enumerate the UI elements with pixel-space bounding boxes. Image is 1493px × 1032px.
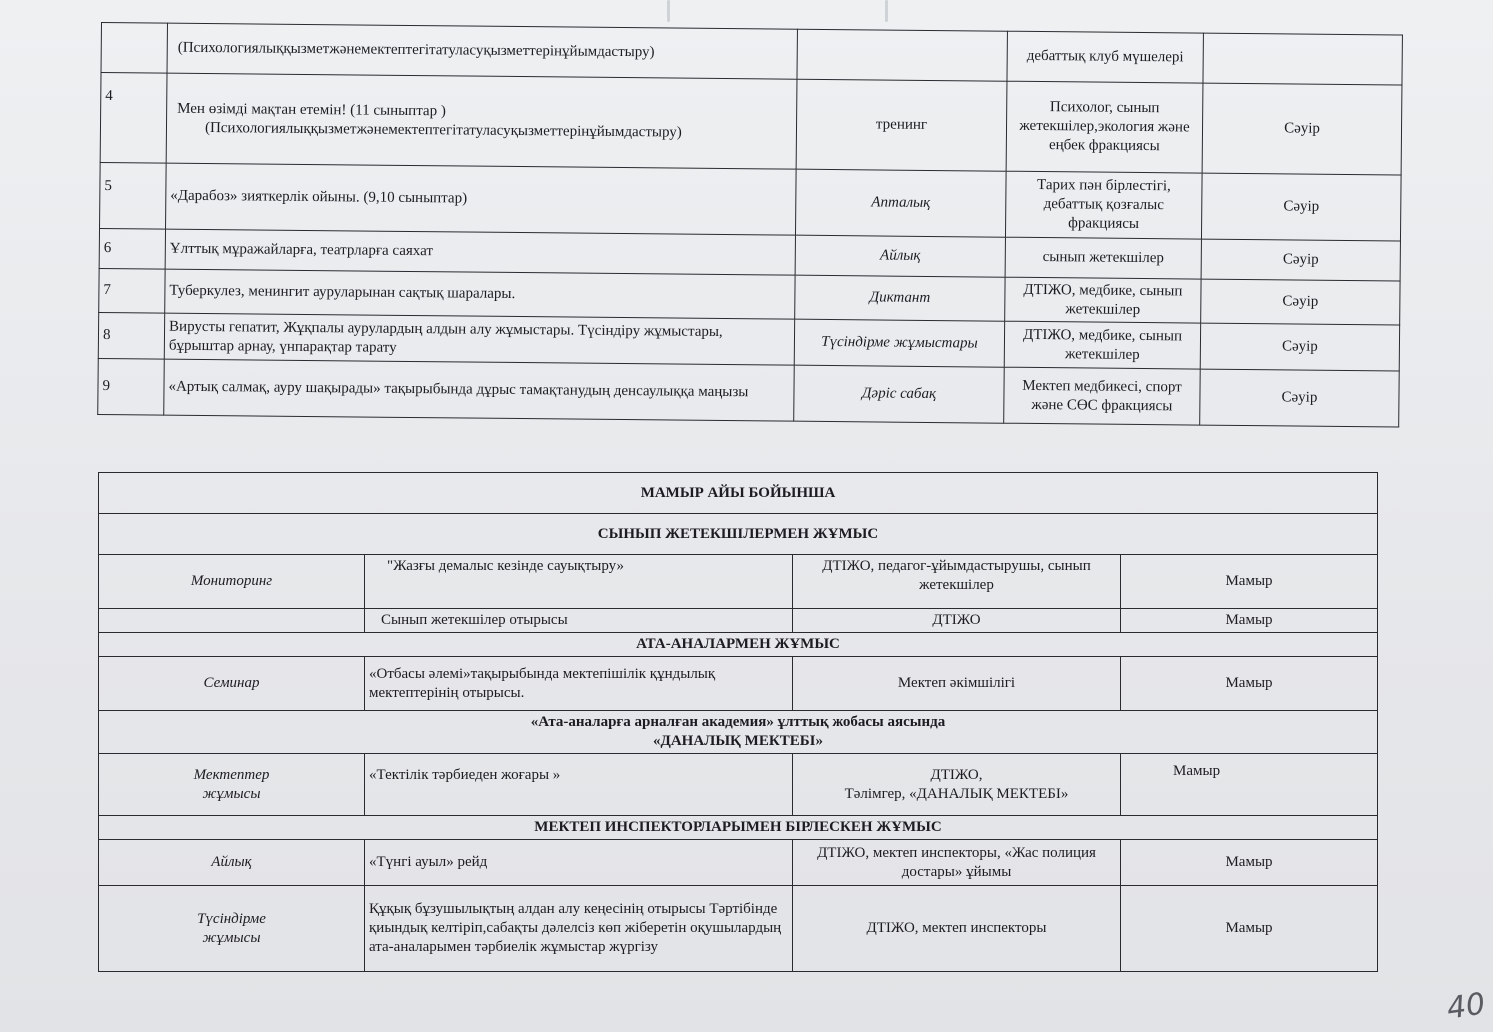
- cell-date: Сәуір: [1201, 239, 1400, 281]
- cell-event: «Отбасы әлемі»тақырыбында мектепішілік құндылық мектептерінің отырысы.: [365, 657, 793, 711]
- table-row: [99, 609, 1378, 633]
- cell-responsible: Мектеп әкімшілігі: [793, 657, 1121, 711]
- table-row: [99, 840, 1378, 886]
- cell-responsible: Мектеп медбикесі, спорт және СӨС фракциясы: [1004, 367, 1201, 425]
- section-title: АТА-АНАЛАРМЕН ЖҰМЫС: [99, 633, 1378, 657]
- cell-date: Мамыр: [1121, 840, 1378, 886]
- cell-responsible: [793, 754, 1121, 816]
- may-events-table: [98, 472, 1378, 972]
- cell-date: Мамыр: [1121, 754, 1378, 816]
- cell-event: "Жазғы демалыс кезінде сауықтыру»: [365, 555, 793, 609]
- cell-responsible: ДТІЖО, мектеп инспекторы: [793, 886, 1121, 972]
- section-title-line: «ДАНАЛЫҚ МЕКТЕБІ»: [653, 733, 823, 749]
- event-title: Мен өзімді мақтан етемін! (11 сыныптар ): [177, 100, 446, 119]
- cell-event: (Психологиялыққызметжәнемектептегітатуласуқызметтерінұйымдастыру): [167, 23, 797, 79]
- cell-event: Ұлттық мұражайларға, театрларға саяхат: [165, 229, 795, 275]
- cell-event: «Түнгі ауыл» рейд: [365, 840, 793, 886]
- section-title: МЕКТЕП ИНСПЕКТОРЛАРЫМЕН БІРЛЕСКЕН ЖҰМЫС: [99, 816, 1378, 840]
- cell-date: [1203, 33, 1402, 85]
- cell-form: Түсіндірме жұмыстары: [794, 319, 1004, 367]
- cell-date: Мамыр: [1121, 555, 1378, 609]
- cell-form: Семинар: [99, 657, 365, 711]
- cell-responsible: ДТІЖО, медбике, сынып жетекшілер: [1004, 321, 1200, 369]
- cell-date: Сәуір: [1200, 369, 1400, 427]
- table-row: [99, 657, 1378, 711]
- table-row: [100, 162, 1402, 240]
- cell-form: Апталық: [795, 169, 1006, 237]
- page-number: 40: [1444, 986, 1488, 1027]
- cell-date: Мамыр: [1121, 886, 1378, 972]
- cell-num: 7: [99, 268, 165, 313]
- cell-date: Сәуір: [1201, 173, 1401, 241]
- cell-responsible: ДТІЖО, мектеп инспекторы, «Жас полиция достары» ұйымы: [793, 840, 1121, 886]
- cell-date: Сәуір: [1202, 83, 1402, 175]
- cell-form: Мониторинг: [99, 555, 365, 609]
- cell-responsible: ДТІЖО, медбике, сынып жетекшілер: [1005, 277, 1201, 323]
- cell-responsible: ДТІЖО, педагог-ұйымдастырушы, сынып жетекшілер: [793, 555, 1121, 609]
- table-row: [99, 754, 1378, 816]
- section-title: [99, 711, 1378, 754]
- cell-event: Вирусты гепатит, Жұқпалы аурулардың алдын алу жұмыстары. Түсіндіру жұмыстары, бұрыштар арнау, үнпарақтар тарату: [164, 313, 794, 365]
- cell-form: Диктант: [795, 275, 1005, 321]
- section-title-line: «Ата-аналарға арналған академия» ұлттық жобасы аясында: [530, 714, 946, 730]
- month-title-row: [99, 473, 1378, 514]
- section-header-row: [99, 816, 1378, 840]
- cell-num: 5: [100, 162, 167, 229]
- section-header-row: [99, 711, 1378, 754]
- cell-date: Мамыр: [1121, 609, 1378, 633]
- cell-responsible: ДТІЖО: [793, 609, 1121, 633]
- cell-num: 8: [98, 312, 164, 359]
- cell-responsible: сынып жетекшілер: [1005, 237, 1201, 279]
- cell-event: «Тектілік тәрбиеден жоғары »: [365, 754, 793, 816]
- paper-clip-mark: [880, 0, 894, 26]
- month-title: МАМЫР АЙЫ БОЙЫНША: [99, 473, 1378, 514]
- cell-event: Туберкулез, менингит ауруларынан сақтық шаралары.: [165, 269, 795, 319]
- cell-form: Мектептер жұмысы: [99, 754, 365, 816]
- cell-num: [101, 23, 167, 74]
- cell-num: 4: [100, 73, 167, 164]
- cell-event: «Дарабоз» зияткерлік ойыны. (9,10 сыныптар): [166, 163, 797, 235]
- paper-clip-mark: [662, 0, 676, 26]
- cell-form: Айлық: [795, 235, 1005, 277]
- cell-form: тренинг: [796, 79, 1007, 171]
- section-title: СЫНЫП ЖЕТЕКШІЛЕРМЕН ЖҰМЫС: [99, 514, 1378, 555]
- cell-form: Түсіндірме жұмысы: [99, 886, 365, 972]
- responsible-line: Тәлімгер, «ДАНАЛЫҚ МЕКТЕБІ»: [844, 785, 1069, 802]
- section-header-row: [99, 633, 1378, 657]
- responsible-line: ДТІЖО,: [930, 766, 983, 783]
- april-events-table: [97, 22, 1403, 427]
- cell-responsible: Психолог, сынып жетекшілер,экология және еңбек фракциясы: [1006, 81, 1203, 173]
- cell-num: 6: [99, 228, 165, 269]
- table-row: [99, 886, 1378, 972]
- cell-date: Сәуір: [1200, 323, 1399, 371]
- cell-responsible: дебаттық клуб мүшелері: [1007, 31, 1203, 83]
- cell-form: Айлық: [99, 840, 365, 886]
- cell-event: Сынып жетекшілер отырысы: [365, 609, 793, 633]
- event-subtitle: (Психологиялыққызметжәнемектептегітатуласуқызметтерінұйымдастыру): [204, 119, 682, 141]
- cell-event: Құқық бұзушылықтың алдан алу кеңесінің отырысы Тәртібінде қиындық келтіріп,сабақты дәлелсіз көп жіберетін оқушылардың ата-аналарымен тәрбиелік жұмыстар жүргізу: [365, 886, 793, 972]
- cell-form: [99, 609, 365, 633]
- cell-event: «Артық салмақ, ауру шақырады» тақырыбында дұрыс тамақтанудың денсаулыққа маңызы: [164, 359, 795, 421]
- cell-date: Сәуір: [1201, 279, 1400, 325]
- cell-num: 9: [98, 358, 165, 415]
- table-row: [99, 555, 1378, 609]
- cell-form: Дәріс сабақ: [794, 365, 1005, 423]
- cell-form: [797, 29, 1007, 81]
- cell-responsible: Тарих пән бірлестігі, дебаттық қозғалыс фракциясы: [1005, 171, 1202, 239]
- cell-event: [166, 73, 797, 169]
- table-row: [98, 358, 1399, 426]
- section-header-row: [99, 514, 1378, 555]
- table-row: [100, 73, 1402, 175]
- cell-date: Мамыр: [1121, 657, 1378, 711]
